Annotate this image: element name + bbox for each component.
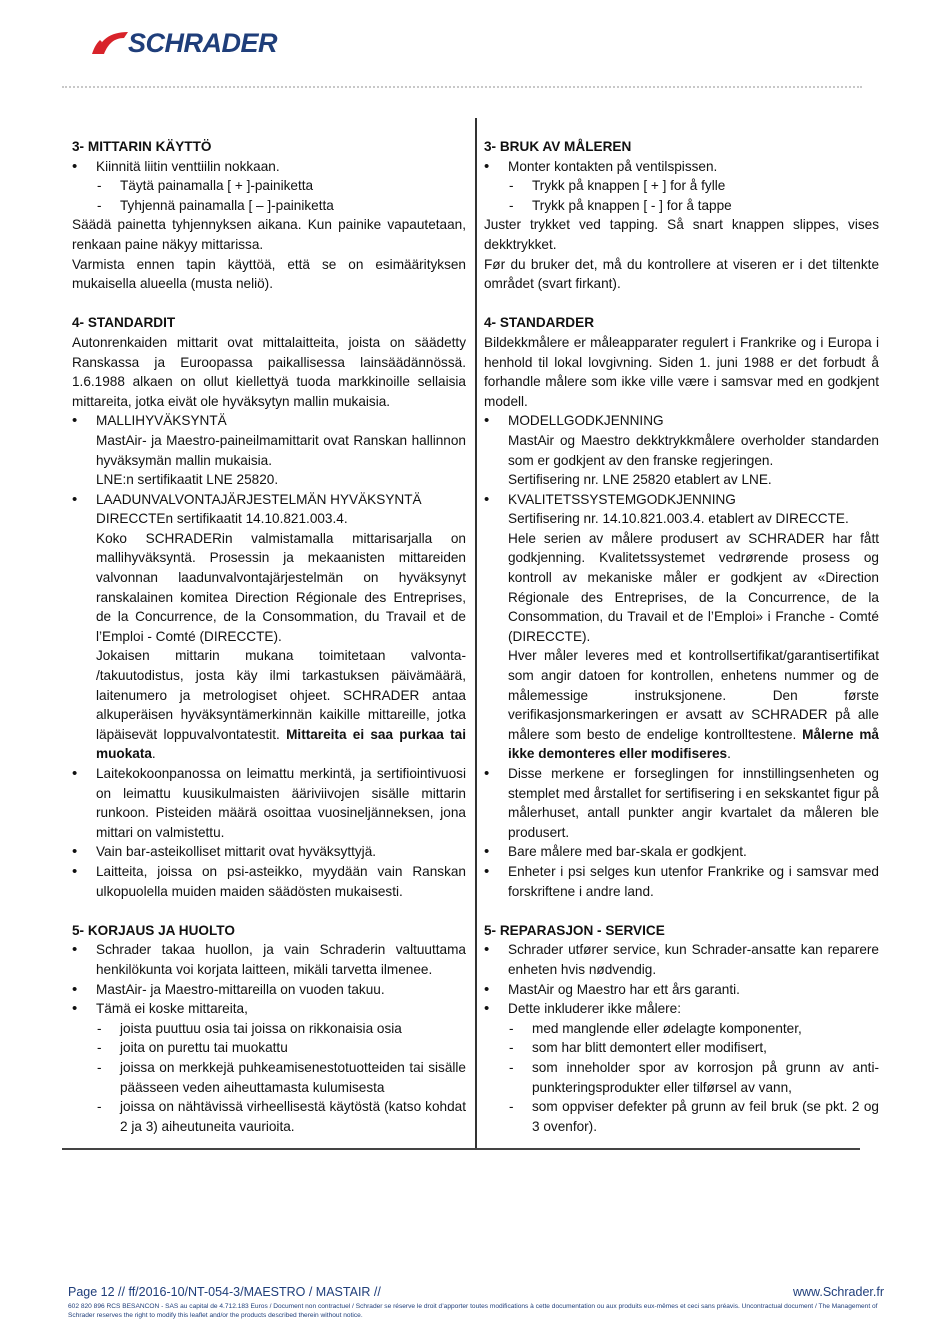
bullet-item: • Monter kontakten på ventilspissen. bbox=[484, 157, 879, 177]
footer-legal-notice: 602 820 896 RCS BESANCON - SAS au capital de 4.712.183 Euros / Document non contractuel / Schrader se réserve le droit d’apporter toutes modifications à cette documentation ou aux produits eux-mêmes et ceci sans préavis. Uncontractual document / The Management of Schrader reserves the right to modify this leaflet and/or the products described therein without notice. bbox=[68, 1303, 878, 1319]
section-title: 4- STANDARDIT bbox=[72, 315, 176, 331]
bullet-item: • Laitekokoonpanossa on leimattu merkintä, ja sertifiointivuosi on leimattu kuusikulmaisten ääriviivojen sisälle mittarin runkoon. Pisteiden määrä osoittaa vuosineljänneksen, jona mittari on valmistettu. bbox=[72, 764, 466, 842]
text-span: Jokaisen mittarin mukana toimitetaan valvonta- /takuutodistus, josta käy ilmi tarkastuksen päivämäärä, laitenumero ja metrologiset ohjeet. SCHRADER antaa alkuperäisen hyväksyntämerkinnän kaikille mittareille, jotka läpäisevät loppuvalvontatestit. bbox=[96, 648, 466, 742]
bullet-item: • Schrader takaa huollon, ja vain Schraderin valtuuttama henkilökunta voi korjata laitteen, mikäli tarvetta ilmenee. bbox=[72, 940, 466, 979]
dash-item: - som har blitt demontert eller modifisert, bbox=[508, 1038, 879, 1058]
bullet-item: • Dette inkluderer ikke målere: bbox=[484, 999, 879, 1019]
paragraph: Autonrenkaiden mittarit ovat mittalaitteita, joista on säädetty Ranskassa ja Euroopassa paikallisessa lainsäädännössä. 1.6.1988 alkaen on ollut kiellettyä tuoda markkinoille sellaisia mittareita, jotka eivät ole hyväksytyn mallin mukaisia. bbox=[72, 334, 466, 409]
indented-text: DIRECCTEn sertifikaatit 14.10.821.003.4. bbox=[96, 511, 348, 527]
section-title: 4- STANDARDER bbox=[484, 315, 595, 331]
header-dotted-rule bbox=[62, 86, 862, 88]
indented-text bbox=[484, 646, 879, 764]
section-title: 3- BRUK AV MÅLEREN bbox=[484, 139, 632, 154]
bullet-item: • Schrader utfører service, kun Schrader-ansatte kan reparere enheten hvis nødvendig. bbox=[484, 940, 879, 979]
dash-item: - Trykk på knappen [ + ] for å fylle bbox=[508, 176, 879, 196]
bullet-item: • KVALITETSSYSTEMGODKJENNING bbox=[484, 490, 879, 510]
dash-item: - som oppviser defekter på grunn av feil bruk (se pkt. 2 og 3 ovenfor). bbox=[508, 1097, 879, 1136]
paragraph: Bildekkmålere er måleapparater regulert i Frankrike og i Europa i henhold til lokal lovgivning. Siden 1. juni 1988 er det forbudt å forhandle målere som ikke ville være i samsvar med en godkjent modell. bbox=[484, 334, 879, 409]
indented-text: MastAir- ja Maestro-paineilmamittarit ovat Ranskan hallinnon hyväksymän mallin mukaisia. bbox=[96, 432, 466, 468]
dash-item: - joissa on merkkejä puhkeamisenestotuotteiden tai sisälle päässeen veden aiheuttamasta kulumisesta bbox=[96, 1058, 466, 1097]
dash-item: - som inneholder spor av korrosjon på grunn av anti-punkteringsprodukter eller tilførsel av vann, bbox=[508, 1058, 879, 1097]
dash-item: - Tyhjennä painamalla [ – ]-painiketta bbox=[96, 196, 466, 216]
indented-text: Koko SCHRADERin valmistamalla mittarisarjalla on mallihyväksyntä. Prosessin ja mekaanisten mittareiden valvonnan laadunvalvontajärjestelmän on hyväksynyt ranskalainen komitea Direction Régionale des Entreprises, de la Concurrence, de la Consommation, du Travail et de l’Emploi - Comté (DIRECCTE). bbox=[96, 530, 466, 644]
dash-item: - joista puuttuu osia tai joissa on rikkonaisia osia bbox=[96, 1019, 466, 1039]
section-title: 5- KORJAUS JA HUOLTO bbox=[72, 922, 235, 938]
logo-text: SCHRADER bbox=[128, 28, 278, 58]
bullet-item: • Enheter i psi selges kun utenfor Frankrike og i samsvar med forskriftene i andre land. bbox=[484, 862, 879, 901]
bullet-item: • Bare målere med bar-skala er godkjent. bbox=[484, 842, 879, 862]
bullet-item: • LAADUNVALVONTAJÄRJESTELMÄN HYVÄKSYNTÄ bbox=[72, 490, 466, 510]
section-title: 3- MITTARIN KÄYTTÖ bbox=[72, 139, 212, 154]
dash-item: - med manglende eller ødelagte komponenter, bbox=[508, 1019, 879, 1039]
section-title: 5- REPARASJON - SERVICE bbox=[484, 922, 665, 938]
indented-text: Sertifisering nr. LNE 25820 etablert av LNE. bbox=[508, 472, 772, 488]
text-span: . bbox=[151, 746, 156, 762]
paragraph: Varmista ennen tapin käyttöä, että se on esimäärityksen mukaisella alueella (musta neliö). bbox=[72, 256, 466, 292]
indented-text: MastAir og Maestro dekktrykkmålere overholder standarden som er godkjent av den franske regjeringen. bbox=[508, 432, 879, 468]
bullet-item: • Laitteita, joissa on psi-asteikko, myydään vain Ranskan ulkopuolella muiden maiden säädösten mukaisesti. bbox=[72, 862, 466, 901]
bullet-item: • MastAir og Maestro har ett års garanti. bbox=[484, 980, 879, 1000]
indented-text: LNE:n sertifikaatit LNE 25820. bbox=[96, 472, 279, 488]
dash-item: - joita on purettu tai muokattu bbox=[96, 1038, 466, 1058]
bullet-item: • Vain bar-asteikolliset mittarit ovat hyväksyttyjä. bbox=[72, 842, 466, 862]
paragraph: Før du bruker det, må du kontrollere at viseren er i det tiltenkte området (svart firkant). bbox=[484, 256, 879, 292]
right-column-norwegian bbox=[484, 137, 879, 1136]
bullet-item: • Disse merkene er forseglingen for innstillingsenheten og stemplet med årstallet for sertifisering i en sekskantet figur på målerhuset, antall punkter angir kvartalet da måleren ble produsert. bbox=[484, 764, 879, 842]
indented-text bbox=[72, 646, 466, 764]
text-span: . bbox=[727, 746, 731, 762]
bullet-item: • Tämä ei koske mittareita, bbox=[72, 999, 466, 1019]
text-span: Hver måler leveres med et kontrollsertifikat/garantisertifikat som angir datoen for kontrollen, enhetens nummer og de målemessige instruksjonene. Den første verifikasjonsmarkeringen er avsatt av SCHRADER på alle målere som besto de endelige kontrolltestene. bbox=[508, 648, 879, 742]
dash-item: - Trykk på knappen [ - ] for å tappe bbox=[508, 196, 879, 216]
footer-page-reference: Page 12 // ff/2016-10/NT-054-3/MAESTRO / MASTAIR // bbox=[68, 1285, 381, 1299]
bold-warning: Målerne må ikke demonteres eller modifiseres bbox=[508, 726, 879, 762]
dash-item: - Täytä painamalla [ + ]-painiketta bbox=[96, 176, 466, 196]
schrader-logo bbox=[90, 24, 278, 62]
paragraph: Juster trykket ved tapping. Så snart knappen slippes, vises dekktrykket. bbox=[484, 217, 879, 252]
column-divider bbox=[475, 118, 477, 1148]
bold-warning: Mittareita ei saa purkaa tai muokata bbox=[96, 726, 466, 762]
dash-item: - joissa on nähtävissä virheellisestä käytöstä (katso kohdat 2 ja 3) aiheutuneita vaurioita. bbox=[96, 1097, 466, 1136]
bottom-rule bbox=[62, 1148, 860, 1150]
bullet-item: • Kiinnitä liitin venttiilin nokkaan. bbox=[72, 157, 466, 177]
bullet-item: • MODELLGODKJENNING bbox=[484, 411, 879, 431]
indented-text: Sertifisering nr. 14.10.821.003.4. etablert av DIRECCTE. bbox=[508, 511, 849, 527]
schrader-swoosh-icon bbox=[90, 30, 130, 56]
paragraph: Säädä painetta tyhjennyksen aikana. Kun painike vapautetaan, renkaan paine näkyy mittarissa. bbox=[72, 217, 466, 252]
indented-text: Hele serien av målere produsert av SCHRADER har fått godkjenning. Kvalitetssystemet vedrørende prosess og kontroll av mekaniske måler er godkjent av «Direction Régionale des Entreprises, de la Concurrence, de la Consommation, du Travail et de l’Emploi» i Franche - Comté (DIRECCTE). bbox=[508, 530, 879, 644]
bullet-item: • MastAir- ja Maestro-mittareilla on vuoden takuu. bbox=[72, 980, 466, 1000]
bullet-item: • MALLIHYVÄKSYNTÄ bbox=[72, 411, 466, 431]
left-column-finnish bbox=[72, 137, 466, 1136]
footer-website-link[interactable]: www.Schrader.fr bbox=[792, 1285, 884, 1299]
